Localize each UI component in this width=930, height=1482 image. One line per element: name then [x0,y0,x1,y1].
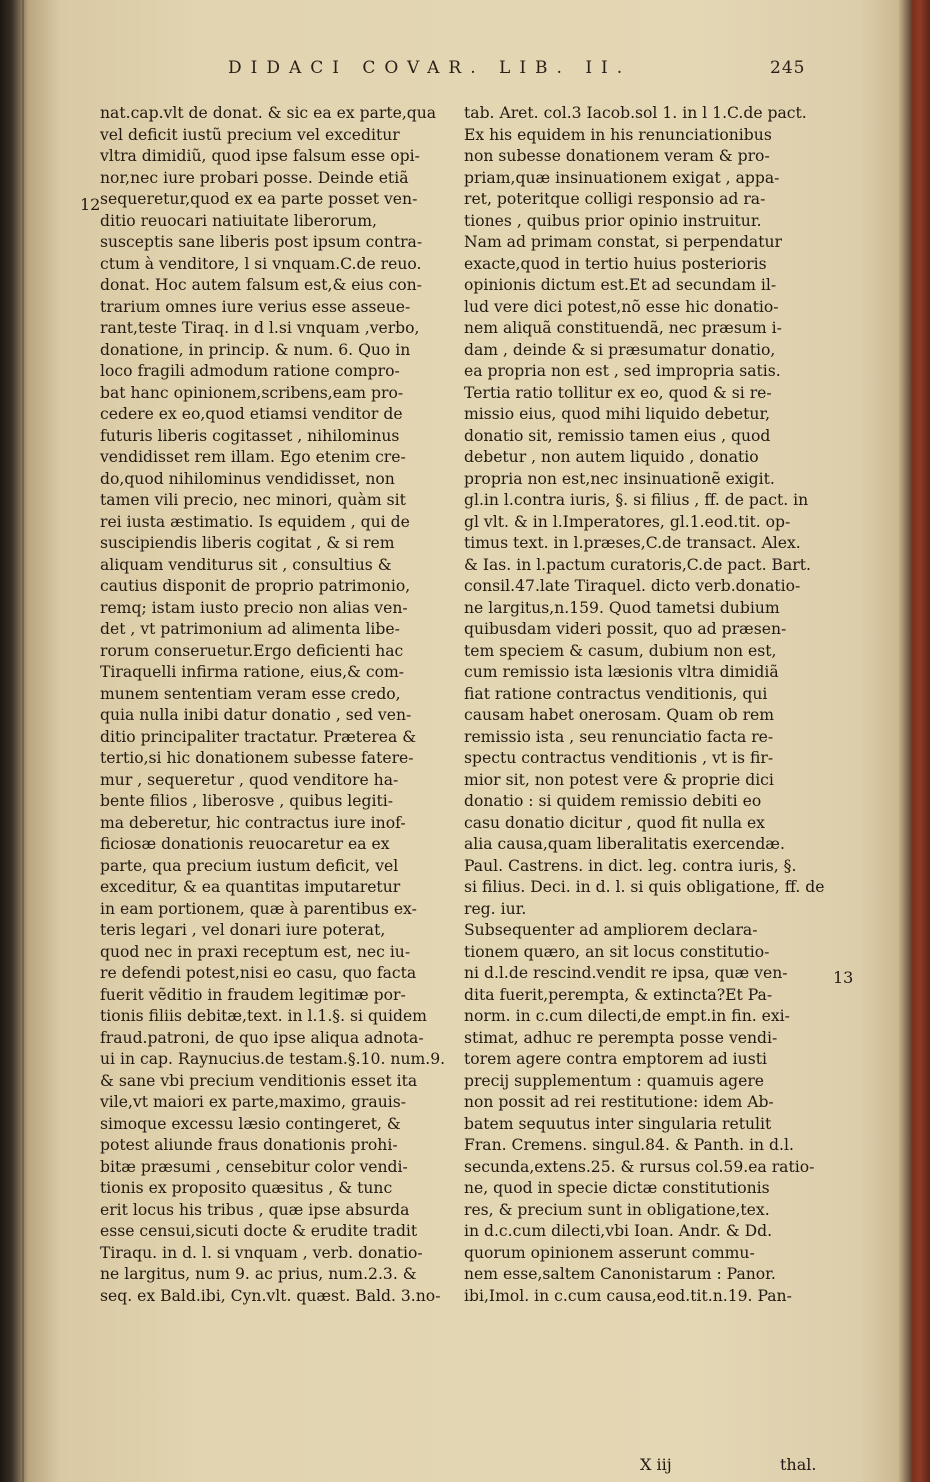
text-line: parte, qua precium iustum deficit, vel [100,856,399,875]
text-line: cum remissio ista læsionis vltra dimidiã [464,663,779,681]
text-line: vendidisset rem illam. Ego etenim cre- [100,448,406,466]
text-line: potest aliunde fraus donationis prohi- [100,1136,398,1154]
text-line: Tiraquelli infirma ratione, eius,& com- [100,663,405,681]
text-line: ne largitus,n.159. Quod tametsi dubium [464,598,780,617]
text-line: missio eius, quod mihi liquido debetur, [464,405,771,423]
binding-edge [22,0,24,1482]
text-line: do,quod nihilominus vendidisset, non [100,469,395,488]
text-line: nor,nec iure probari posse. Deinde etiã [100,168,409,187]
text-line: spectu contractus venditionis , vt is fir- [464,749,774,767]
text-line: bitæ præsumi , censebitur color vendi- [100,1157,408,1176]
text-line: secunda,extens.25. & rursus col.59.ea ratio- [464,1157,815,1176]
text-line: Ex his equidem in his renunciationibus [464,125,772,144]
text-line: rei iusta æstimatio. Is equidem , qui de [100,512,410,531]
text-line: erit locus his tribus , quæ ipse absurda [100,1200,410,1219]
text-line: ditio principaliter tractatur. Præterea & [100,727,417,746]
right-column [464,103,824,1307]
text-line: ea propria non est , sed impropria satis. [464,362,781,380]
text-line: exacte,quod in tertio huius posterioris [464,254,767,273]
text-line: re defendi potest,nisi eo casu, quo facta [100,964,417,982]
text-line: sequeretur,quod ex ea parte posset ven- [100,190,418,208]
text-line: bat hanc opinionem,scribens,eam pro- [100,383,404,402]
text-line: trarium omnes iure verius esse asseue- [100,297,411,316]
text-line: donatio sit, remissio tamen eius , quod [464,426,771,445]
text-line: consil.47.late Tiraquel. dicto verb.donatio- [464,577,801,595]
text-line: exceditur, & ea quantitas imputaretur [100,878,401,896]
text-line: causam habet onerosam. Quam ob rem [464,706,775,724]
text-line: Paul. Castrens. in dict. leg. contra iuris, §. [464,856,797,875]
text-line: Subsequenter ad ampliorem declara- [464,921,758,939]
text-line: simoque excessu læsio contingeret, & [100,1114,401,1133]
text-line: quod nec in praxi receptum est, nec iu- [100,942,411,961]
text-line: munem sententiam veram esse credo, [100,684,401,703]
text-line: timus text. in l.præses,C.de transact. Alex. [464,534,801,552]
text-line: ditio reuocari natiuitate liberorum, [100,211,378,230]
text-line: cedere ex eo,quod etiamsi venditor de [100,405,403,423]
text-line: dita fuerit,perempta, & extincta?Et Pa- [464,985,773,1004]
text-line: teris legari , vel donari iure poterat, [100,921,386,939]
text-line: donat. Hoc autem falsum est,& eius con- [100,276,422,294]
text-line: lud vere dici potest,nõ esse hic donatio- [464,297,779,316]
text-line: susceptis sane liberis post ipsum contra- [100,233,423,251]
text-line: mior sit, non potest vere & proprie dici [464,770,774,789]
text-line: torem agere contra emptorem ad iusti [464,1050,767,1068]
text-line: quibusdam videri possit, quo ad præsen- [464,620,787,638]
text-line: rant,teste Tiraq. in d l.si vnquam ,verbo, [100,319,420,337]
text-line: tertio,si hic donationem subesse fatere- [100,749,414,767]
text-line: alia causa,quam liberalitatis exercendæ. [464,835,785,853]
text-line: & sane vbi precium venditionis esset ita [100,1071,418,1090]
text-line: remq; istam iusto precio non alias ven- [100,598,408,617]
text-line: ma deberetur, hic contractus iure inof- [100,813,406,832]
text-line: ret, poteritque colligi responsio ad ra- [464,190,766,208]
text-line: casu donatio dicitur , quod fit nulla ex [464,813,765,832]
text-line: seq. ex Bald.ibi, Cyn.vlt. quæst. Bald. 3.no- [100,1286,441,1305]
text-line: nem esse,saltem Canonistarum : Panor. [464,1265,776,1283]
text-line: remissio ista , seu renunciatio facta re- [464,727,774,746]
text-line: esse censui,sicuti docte & erudite tradit [100,1222,418,1240]
text-line: tionem quæro, an sit locus constitutio- [464,942,770,961]
text-line: priam,quæ insinuationem exigat , appa- [464,168,780,187]
signature-mark: X iij [640,1455,672,1474]
text-line: vel deficit iustũ precium vel exceditur [100,125,400,144]
text-line: propria non est,nec insinuationẽ exigit. [464,469,775,488]
text-line: nat.cap.vlt de donat. & sic ea ex parte,qua [100,104,437,122]
text-line: ficiosæ donationis reuocaretur ea ex [100,835,390,853]
text-line: futuris liberis cogitasset , nihilominus [100,426,400,445]
text-line: & Ias. in l.pactum curatoris,C.de pact. Bart. [464,555,811,574]
text-line: gl vlt. & in l.Imperatores, gl.1.eod.tit. op- [464,512,791,531]
text-line: ni d.l.de rescind.vendit re ipsa, quæ ven- [464,964,788,982]
text-line: reg. iur. [464,899,527,918]
text-line: cautius disponit de proprio patrimonio, [100,577,411,595]
margin-number-right: 13 [833,968,854,987]
text-line: quorum opinionem asserunt commu- [464,1243,755,1262]
text-line: Tiraqu. in d. l. si vnquam , verb. donatio- [100,1243,423,1262]
text-line: in d.c.cum dilecti,vbi Ioan. Andr. & Dd. [464,1222,773,1240]
text-line: tamen vili precio, nec minori, quàm sit [100,491,406,509]
catchword: thal. [780,1455,817,1474]
text-line: norm. in c.cum dilecti,de empt.in fin. exi- [464,1007,790,1025]
text-line: si filius. Deci. in d. l. si quis obligatione, ff. de [464,878,825,896]
text-line: Fran. Cremens. singul.84. & Panth. in d.l. [464,1136,794,1154]
text-line: rorum conseruetur.Ergo deficienti hac [100,641,404,660]
text-line: res, & precium sunt in obligatione,tex. [464,1200,770,1219]
text-line: tionis filiis debitæ,text. in l.1.§. si quidem [100,1007,427,1025]
text-line: bente filios , liberosve , quibus legiti- [100,792,393,810]
text-line: aliquam venditurus sit , consultius & [100,555,392,574]
text-line: ctum à venditore, l si vnquam.C.de reuo. [100,254,422,273]
text-line: ne, quod in specie dictæ constitutionis [464,1179,770,1197]
text-line: tiones , quibus prior opinio instruitur. [464,211,762,230]
text-line: fuerit vẽditio in fraudem legitimæ por- [100,985,406,1004]
text-line: gl.in l.contra iuris, §. si filius , ff. de pact. in [464,491,809,509]
text-line: Tertia ratio tollitur ex eo, quod & si re- [464,383,772,402]
text-line: tionis ex proposito quæsitus , & tunc [100,1179,393,1197]
text-line: fiat ratione contractus venditionis, qui [464,684,768,703]
text-line: loco fragili admodum ratione compro- [100,362,400,380]
text-line: opinionis dictum est.Et ad secundam il- [464,276,777,294]
text-line: quia nulla inibi datur donatio , sed ven- [100,706,412,724]
text-line: tem speciem & casum, dubium non est, [464,641,777,660]
text-line: batem sequutus inter singularia retulit [464,1114,772,1133]
text-line: mur , sequeretur , quod venditore ha- [100,770,399,789]
text-line: ui in cap. Raynucius.de testam.§.10. num.9. [100,1050,446,1068]
text-line: debetur , non autem liquido , donatio [464,448,759,466]
text-line: ne largitus, num 9. ac prius, num.2.3. & [100,1265,417,1283]
text-line: Nam ad primam constat, si perpendatur [464,233,782,251]
text-line: non possit ad rei restitutione: idem Ab- [464,1093,774,1111]
text-line: tab. Aret. col.3 Iacob.sol 1. in l 1.C.de pact. [464,104,807,122]
text-line: precij supplementum : quamuis agere [464,1071,765,1090]
text-line: ibi,Imol. in c.cum causa,eod.tit.n.19. Pan- [464,1286,792,1305]
text-line: vile,vt maiori ex parte,maximo, grauis- [100,1093,407,1111]
text-line: nem aliquã constituendã, nec præsum i- [464,319,782,337]
text-line: in eam portionem, quæ à parentibus ex- [100,899,417,918]
page-number: 245 [770,58,806,78]
text-line: non subesse donationem veram & pro- [464,147,770,165]
text-line: det , vt patrimonium ad alimenta libe- [100,620,400,638]
text-line: donatione, in princip. & num. 6. Quo in [100,340,411,359]
text-line: suscipiendis liberis cogitat , & si rem [100,534,395,552]
text-line: stimat, adhuc re perempta posse vendi- [464,1028,778,1047]
text-line: vltra dimidiũ, quod ipse falsum esse opi- [100,147,420,165]
text-line: fraud.patroni, de quo ipse aliqua adnota- [100,1028,424,1047]
text-line: dam , deinde & si præsumatur donatio, [464,340,776,359]
text-line: donatio : si quidem remissio debiti eo [464,792,762,810]
running-title: DIDACI COVAR. LIB. II. [228,58,632,78]
left-column [100,103,450,1307]
margin-number-left: 12 [80,195,101,214]
